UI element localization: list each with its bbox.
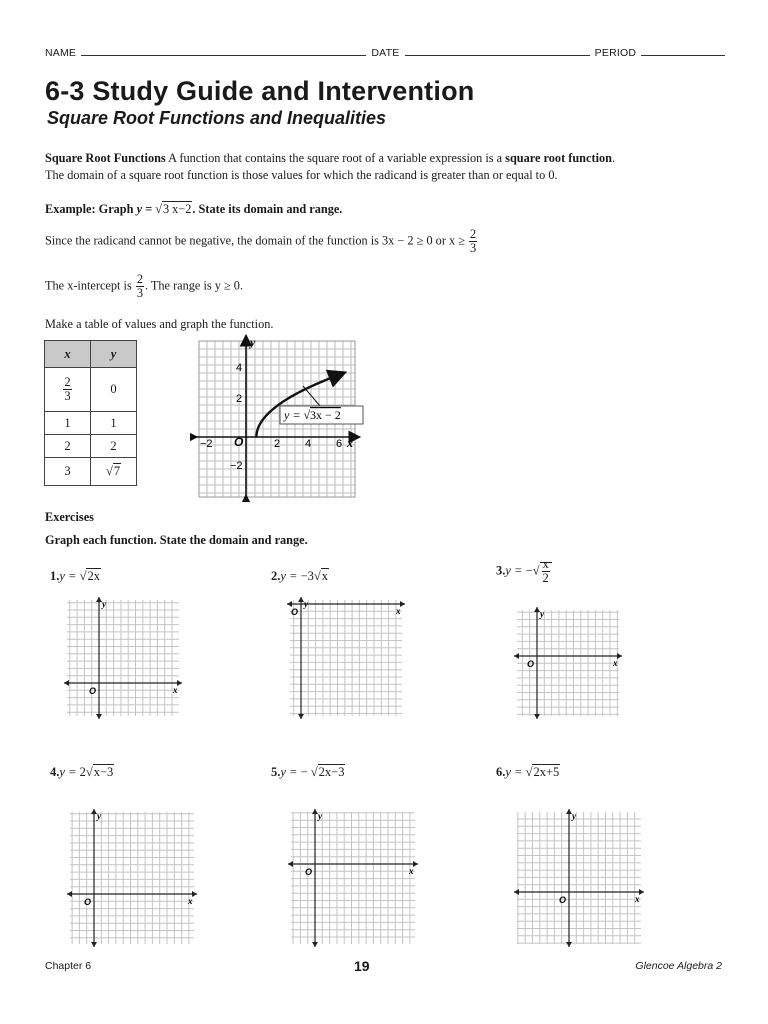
axis-arrow [639,889,644,895]
axis-arrow [91,942,97,947]
origin-label: O [89,686,97,696]
axis-arrow [413,861,418,867]
y-tick-label: −2 [230,460,243,472]
date-label: DATE [371,47,400,59]
page-subtitle: Square Root Functions and Inequalities [47,108,387,128]
exercise-1-grid[interactable] [63,596,183,720]
period-blank[interactable] [641,46,725,56]
origin-label: O [291,607,299,617]
axis-arrow [534,714,540,719]
function-label: y = √3x − 2 [284,408,341,422]
exercise-1-label: 1.y = √2x [50,569,100,583]
exercises-heading: Exercises [45,510,94,524]
x-axis-label: x [188,896,193,906]
table-row: $\frac{2}{3}$ 0 [45,368,137,412]
exercise-3-label: 3.y = −√ $\frac{x}{2}$ [496,558,552,585]
intercept-fraction: $\frac{2}{3}$ [136,272,143,300]
y-axis-label: y [318,811,322,821]
table-prompt: Make a table of values and graph the function. [45,317,274,331]
domain-fraction: $\frac{2}{3}$ [470,227,477,255]
axis-arrow [514,653,519,659]
y-axis-label: y [250,335,256,349]
y-axis-label: y [540,609,544,619]
grid-lines [67,600,179,716]
exercise-2-grid[interactable] [286,596,406,720]
name-label: NAME [45,47,77,59]
exercise-4-grid[interactable] [66,808,198,948]
axis-arrow [298,714,304,719]
exercise-2-label: 2.y = −3√x [271,569,329,583]
exercise-6-grid[interactable] [513,808,645,948]
footer-book: Glencoe Algebra 2 [635,960,722,972]
grid-lines [70,812,194,944]
intro-term: square root function [505,151,612,165]
axis-arrow [67,891,72,897]
x-axis-label: x [347,436,353,450]
period-label: PERIOD [594,47,637,59]
table-header-row [45,341,137,368]
header-fields [45,46,727,59]
axis-arrow [96,714,102,719]
axis-arrow [566,942,572,947]
grid-lines [290,600,402,716]
intro-line-2: The domain of a square root function is those values for which the radicand is greater than or equal to 0. [45,168,558,182]
intro-line-1: Square Root Functions A function that contains the square root of a variable expression is a square root function. [45,151,616,165]
exercise-6-label: 6.y = √2x+5 [496,765,560,779]
origin-label: O [527,659,535,669]
x-axis-label: x [409,866,414,876]
y-tick-label: 2 [236,393,243,405]
axis-arrow [64,680,69,686]
footer-chapter: Chapter 6 [45,960,92,972]
grid-lines [517,812,641,944]
x-tick-label: 2 [274,438,281,450]
x-tick-label: 6 [336,438,343,450]
exercise-5-grid[interactable] [287,808,419,948]
x-axis-label: x [635,894,640,904]
axis-arrow [617,653,622,659]
range-statement: The x-intercept is $\frac{2}{3}$ . The range is y ≥ 0. [45,272,244,300]
exercise-3-grid[interactable] [513,606,623,720]
axis-arrow [288,861,293,867]
date-blank[interactable] [405,46,590,56]
col-header-y: y [91,341,137,368]
grid-lines [291,812,415,944]
footer-page-number: 19 [354,958,370,974]
page-title: 6-3 Study Guide and Intervention [45,76,475,106]
axis-arrow [400,601,405,607]
origin-label: O [559,895,567,905]
y-axis-label: y [572,811,576,821]
axis-arrow [177,680,182,686]
col-header-x: x [45,341,91,368]
example-heading: Example: Graph y = √3 x−2. State its domain and range. [45,202,343,216]
values-table [44,340,137,486]
exercise-4-label: 4.y = 2√x−3 [50,765,114,779]
x-axis-label: x [613,658,618,668]
domain-statement: Since the radicand cannot be negative, the domain of the function is 3x − 2 ≥ 0 or x ≥ $\frac{2}{3}$ [45,227,477,255]
x-axis-label: x [173,685,178,695]
table-row: 2 2 [45,435,137,458]
origin-label: O [234,435,244,449]
x-tick-label: 4 [305,438,312,450]
y-axis-label: y [102,599,106,609]
origin-label: O [305,867,313,877]
table-row: 1 1 [45,412,137,435]
axis-arrow [192,891,197,897]
axis-arrow [514,889,519,895]
y-tick-label: 4 [236,362,243,374]
x-axis-label: x [396,606,401,616]
intro-heading: Square Root Functions [45,151,166,165]
table-row: 3 √7 [45,458,137,486]
y-axis-label: y [97,811,101,821]
exercise-5-label: 5.y = − √2x−3 [271,765,345,779]
name-blank[interactable] [81,46,366,56]
x-tick-label: −2 [200,438,213,450]
y-axis-label: y [304,599,308,609]
origin-label: O [84,897,92,907]
exercises-instruction: Graph each function. State the domain and range. [45,533,308,547]
axis-arrow [312,942,318,947]
example-graph [190,332,365,502]
